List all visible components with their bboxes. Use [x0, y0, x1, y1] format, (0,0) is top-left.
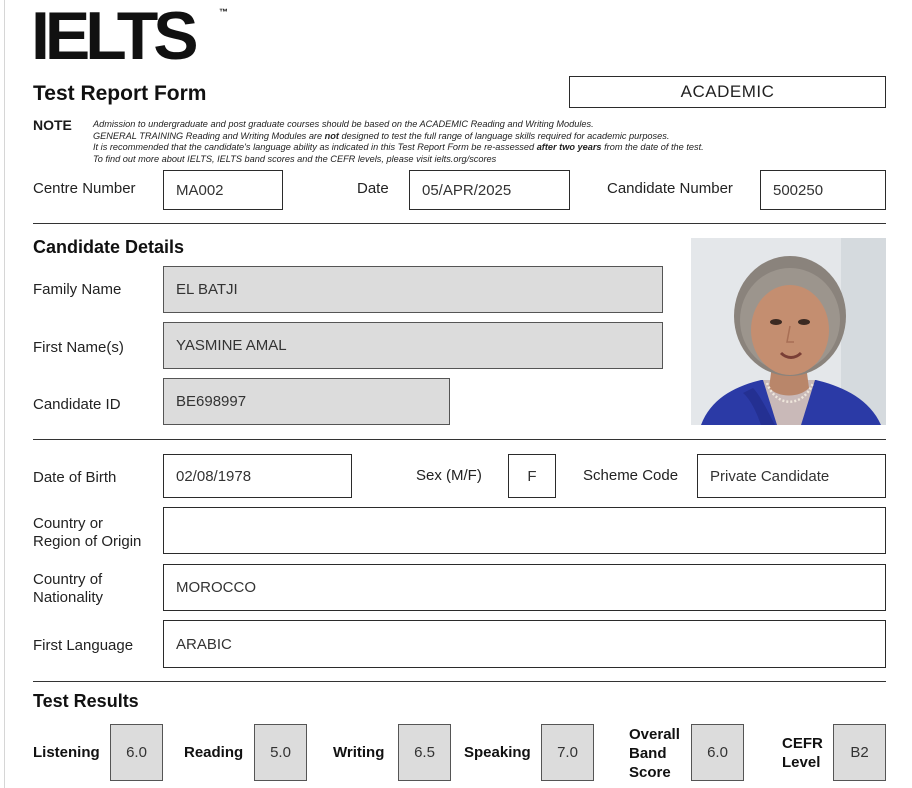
- first-names-value: YASMINE AMAL: [176, 337, 287, 354]
- candidate-id-value: BE698997: [176, 393, 247, 410]
- speaking-score: 7.0: [557, 744, 578, 761]
- cefr-level: B2: [850, 744, 869, 761]
- cefr-level-label: CEFR Level: [782, 735, 823, 771]
- reading-score: 5.0: [270, 744, 291, 761]
- dob-label: Date of Birth: [33, 469, 117, 486]
- listening-score-box: [110, 724, 163, 781]
- page-left-border: [4, 0, 5, 788]
- scheme-code-field: [697, 454, 886, 498]
- cefr-level-box: [833, 724, 886, 781]
- sex-value: F: [527, 467, 537, 485]
- nationality-field: [163, 564, 886, 611]
- reading-score-box: [254, 724, 307, 781]
- note-line-4: To find out more about IELTS, IELTS band scores and the CEFR levels, please visit ielts.org/scores: [93, 153, 497, 164]
- candidate-photo: [691, 238, 886, 425]
- centre-number-value: MA002: [176, 181, 224, 199]
- scheme-code-value: Private Candidate: [710, 467, 830, 485]
- candidate-number-field: [760, 170, 886, 210]
- date-label: Date: [357, 180, 389, 197]
- candidate-photo-image: [691, 238, 886, 425]
- note-label: NOTE: [33, 117, 72, 133]
- overall-score: 6.0: [707, 744, 728, 761]
- first-language-label: First Language: [33, 637, 134, 654]
- writing-score-box: [398, 724, 451, 781]
- note-line-3: It is recommended that the candidate's language ability as indicated in this Test Report Form be re-assessed after two years from the date of the test.: [93, 142, 704, 153]
- centre-number-field: [163, 170, 283, 210]
- nationality-label: Country of Nationality: [33, 571, 104, 606]
- ielts-logo: IELTS: [31, 0, 194, 74]
- writing-score: 6.5: [414, 744, 435, 761]
- dob-field: [163, 454, 352, 498]
- writing-label: Writing: [333, 744, 385, 761]
- form-title: Test Report Form: [33, 82, 207, 105]
- note-line-1: Admission to undergraduate and post graduate courses should be based on the ACADEMIC Reading and Writing Modules.: [93, 119, 594, 129]
- listening-label: Listening: [33, 744, 100, 761]
- family-name-field: [163, 266, 663, 313]
- origin-field: [163, 507, 886, 554]
- listening-score: 6.0: [126, 744, 147, 761]
- candidate-id-field: [163, 378, 450, 425]
- candidate-details-heading: Candidate Details: [33, 237, 185, 257]
- divider: [33, 223, 886, 224]
- scheme-code-label: Scheme Code: [583, 467, 679, 484]
- speaking-label: Speaking: [464, 744, 531, 761]
- speaking-score-box: [541, 724, 594, 781]
- overall-band-label: Overall Band Score: [629, 726, 680, 781]
- module-value: ACADEMIC: [680, 82, 775, 101]
- test-results-heading: Test Results: [33, 691, 139, 711]
- first-names-field: [163, 322, 663, 369]
- candidate-id-label: Candidate ID: [33, 396, 121, 413]
- first-language-field: [163, 620, 886, 668]
- divider: [33, 439, 886, 440]
- first-names-label: First Name(s): [33, 339, 124, 356]
- note-text: [93, 119, 893, 165]
- date-value: 05/APR/2025: [422, 181, 512, 199]
- reading-label: Reading: [184, 744, 244, 761]
- overall-score-box: [691, 724, 744, 781]
- divider: [33, 681, 886, 682]
- date-field: [409, 170, 570, 210]
- sex-label: Sex (M/F): [416, 467, 482, 484]
- nationality-value: MOROCCO: [176, 579, 256, 596]
- centre-number-label: Centre Number: [33, 180, 136, 197]
- first-language-value: ARABIC: [176, 635, 232, 653]
- trademark-symbol: ™: [219, 7, 228, 17]
- module-box: [569, 76, 886, 108]
- candidate-number-value: 500250: [773, 181, 824, 199]
- family-name-value: EL BATJI: [176, 281, 238, 298]
- candidate-number-label: Candidate Number: [607, 180, 733, 197]
- sex-field: [508, 454, 556, 498]
- dob-value: 02/08/1978: [176, 467, 252, 485]
- origin-label: Country or Region of Origin: [33, 515, 142, 550]
- family-name-label: Family Name: [33, 281, 122, 298]
- note-line-2: GENERAL TRAINING Reading and Writing Modules are not designed to test the full range of language skills required for academic purposes.: [93, 130, 670, 141]
